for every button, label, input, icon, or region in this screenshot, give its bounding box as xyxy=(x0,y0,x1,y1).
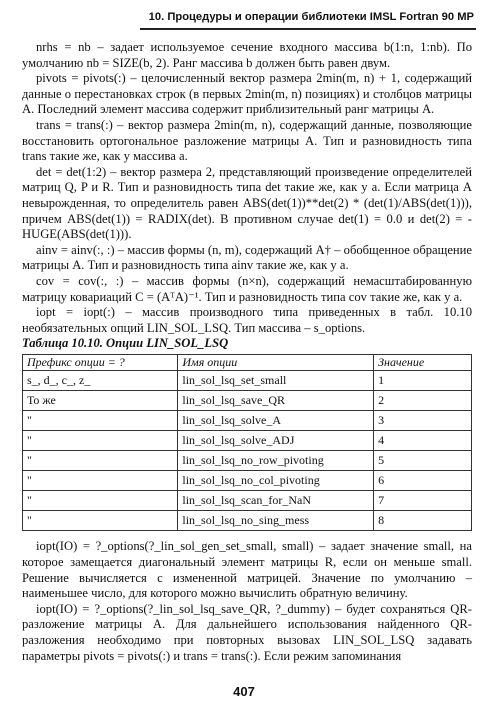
cell-prefix: То же xyxy=(23,391,178,411)
header-value: Значение xyxy=(374,354,472,371)
cell-value: 5 xyxy=(374,451,472,471)
table-row xyxy=(23,471,472,491)
cell-prefix: " xyxy=(23,491,178,511)
cell-value: 6 xyxy=(374,471,472,491)
cell-prefix: " xyxy=(23,451,178,471)
paragraph-nrhs: nrhs = nb – задает используемое сечение входного массива b(1:n, 1:nb). По умолчанию nb = SIZE(b, 2). Ранг массива b должен быть равен двум. xyxy=(22,40,472,70)
page-number: 407 xyxy=(233,684,255,699)
table-row xyxy=(23,511,472,531)
table-row xyxy=(23,491,472,511)
table-row xyxy=(23,431,472,451)
cell-option-name: lin_sol_lsq_no_row_pivoting xyxy=(178,451,374,471)
cell-prefix: " xyxy=(23,511,178,531)
table-caption: Таблица 10.10. Опции LIN_SOL_LSQ xyxy=(22,336,229,351)
cell-prefix: " xyxy=(23,411,178,431)
cell-value: 7 xyxy=(374,491,472,511)
body-text xyxy=(22,40,472,664)
paragraph-cov: cov = cov(:, :) – массив формы (n×n), содержащий немасштабированную матрицу ковариаций C = (AᵀA)⁻¹. Тип и разновидность типа cov такие же, как у a. xyxy=(22,273,472,304)
cell-prefix: " xyxy=(23,431,178,451)
cell-option-name: lin_sol_lsq_solve_A xyxy=(178,411,374,431)
cell-option-name: lin_sol_lsq_scan_for_NaN xyxy=(178,491,374,511)
options-table xyxy=(22,354,472,532)
table-row xyxy=(23,371,472,391)
cell-value: 2 xyxy=(374,391,472,411)
cell-prefix: s_, d_, c_, z_ xyxy=(23,371,178,391)
paragraph-iopt: iopt = iopt(:) – массив производного типа приведенных в табл. 10.10 необязательных опций LIN_SOL_LSQ. Тип массива – s_options. xyxy=(22,305,472,335)
cell-option-name: lin_sol_lsq_no_sing_mess xyxy=(178,511,374,531)
paragraph-pivots: pivots = pivots(:) – целочисленный вектор размера 2min(m, n) + 1, содержащий данные о перестановках строк (в первых 2min(m, n) позициях) и столбцов матрицы A. Последний элемент массива содержит приблизительный ранг матрицы A. xyxy=(22,71,472,117)
table-row xyxy=(23,391,472,411)
cell-option-name: lin_sol_lsq_no_col_pivoting xyxy=(178,471,374,491)
paragraph-ainv: ainv = ainv(:, :) – массив формы (n, m), содержащий A† – обобщенное обращение матрицы A. Тип и разновидность типа ainv такие же, как у a. xyxy=(22,242,472,273)
cell-prefix: " xyxy=(23,471,178,491)
header-prefix: Префикс опции = ? xyxy=(23,354,178,371)
table-header-row xyxy=(23,354,472,371)
paragraph-trans: trans = trans(:) – вектор размера 2min(m, n), содержащий данные, позволяющие восстановить ортогональное разложение матрицы A. Тип и разновидность типа trans такие же, как у массива a. xyxy=(22,117,472,164)
cell-value: 4 xyxy=(374,431,472,451)
cell-value: 8 xyxy=(374,511,472,531)
table-row xyxy=(23,411,472,431)
cell-option-name: lin_sol_lsq_set_small xyxy=(178,371,374,391)
header-option-name: Имя опции xyxy=(178,354,374,371)
running-header: 10. Процедуры и операции библиотеки IMSL Fortran 90 MP xyxy=(140,6,476,30)
table-row xyxy=(23,451,472,471)
paragraph-iopt-save-qr: iopt(IO) = ?_options(?_lin_sol_lsq_save_QR, ?_dummy) – будет сохраняться QR-разложение матрицы A. Для дальнейшего использования найденного QR-разложения необходимо при повторных вызовах LIN_SOL_LSQ задавать параметры pivots = pivots(:) и trans = trans(:). Если режим запоминания xyxy=(22,601,472,663)
cell-value: 1 xyxy=(374,371,472,391)
cell-option-name: lin_sol_lsq_save_QR xyxy=(178,391,374,411)
paragraph-iopt-set-small: iopt(IO) = ?_options(?_lin_sol_gen_set_small, small) – задает значение small, на которое замещается диагональный элемент матрицы R, если он меньше small. Решение вычисляется с измененной матрицей. Значение по умолчанию – наименьшее число, для которого можно вычислить обратную величину. xyxy=(22,539,472,601)
cell-option-name: lin_sol_lsq_solve_ADJ xyxy=(178,431,374,451)
cell-value: 3 xyxy=(374,411,472,431)
paragraph-det: det = det(1:2) – вектор размера 2, представляющий произведение определителей матриц Q, P и R. Тип и разновидность типа det такие же, как у a. Если матрица A невырожденная, то определитель равен ABS(det(1))**det(2) * (det(1)/ABS(det(1))), причем ABS(det(1)) = RADIX(det). В противном случае det(1) = 0.0 и det(2) = -HUGE(ABS(det(1))). xyxy=(22,164,472,242)
